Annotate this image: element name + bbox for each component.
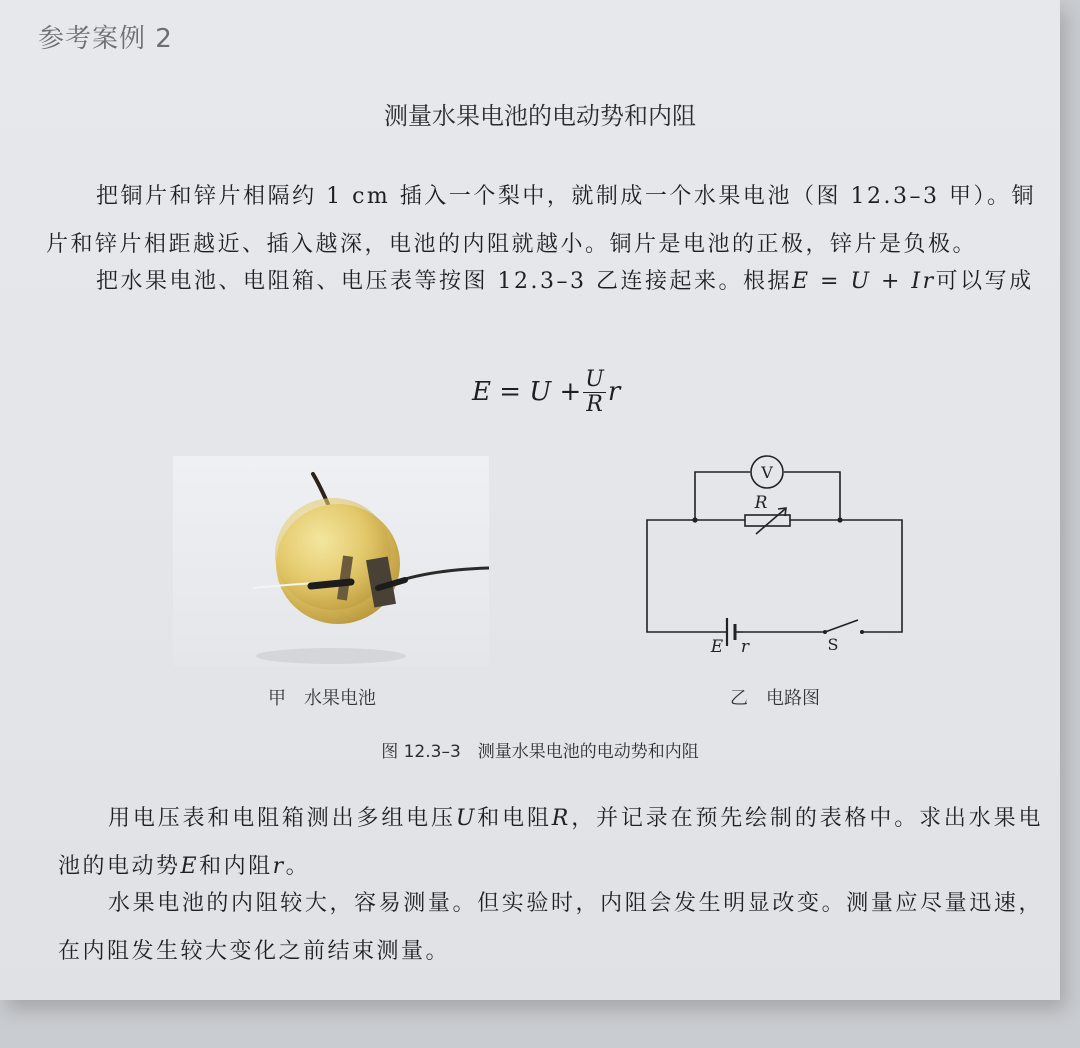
fruit-battery-photo xyxy=(173,456,489,666)
para3-R: R xyxy=(551,806,571,831)
main-formula xyxy=(472,362,620,422)
para3-e: 。 xyxy=(285,854,311,879)
section-title: 测量水果电池的电动势和内阻 xyxy=(384,102,696,130)
paragraph-2 xyxy=(46,258,1036,306)
figure-caption: 图 12.3–3 测量水果电池的电动势和内阻 xyxy=(381,742,699,762)
formula-fraction xyxy=(583,368,606,417)
para3-r: r xyxy=(272,854,286,879)
formula-lhs: E = U + xyxy=(472,377,582,407)
formula-numerator: U xyxy=(585,366,604,392)
para3-E: E xyxy=(180,854,200,879)
paragraph-1: 把铜片和锌片相隔约 1 cm 插入一个梨中，就制成一个水果电池（图 12.3–3 甲）。铜片和锌片相距越近、插入越深，电池的内阻就越小。铜片是电池的正极，锌片是负极。 xyxy=(46,184,1036,257)
para2-text-a: 把水果电池、电阻箱、电压表等按图 12.3–3 乙连接起来。根据 xyxy=(96,269,792,294)
voltmeter-label: V xyxy=(761,463,773,482)
formula-denominator: R xyxy=(586,391,603,417)
para3-d: 和内阻 xyxy=(199,854,273,879)
para3-U: U xyxy=(455,806,477,831)
formula-tail: r xyxy=(607,377,621,407)
switch-label: S xyxy=(827,635,839,654)
para3-b: 和电阻 xyxy=(476,806,552,831)
para3-c: ，并记录在预先绘制的表格中。求出水果电池的电动势 xyxy=(58,806,1043,879)
paragraph-4: 水果电池的内阻较大，容易测量。但实验时，内阻会发生明显改变。测量应尽量迅速，在内阻发生较大变化之前结束测量。 xyxy=(58,891,1043,964)
photo-caption: 甲 水果电池 xyxy=(268,688,376,709)
para2-text-b: 可以写成 xyxy=(935,269,1034,294)
resistor-label: R xyxy=(754,493,768,513)
internal-resistance-label: r xyxy=(740,637,750,657)
para3-a: 用电压表和电阻箱测出多组电压 xyxy=(108,806,456,831)
case-label: 参考案例 2 xyxy=(38,24,173,54)
circuit-diagram xyxy=(620,452,920,662)
paragraph-3 xyxy=(58,795,1043,891)
para2-equation: E = U + Ir xyxy=(791,269,936,294)
circuit-caption: 乙 电路图 xyxy=(730,688,820,709)
emf-label: E xyxy=(710,637,724,657)
